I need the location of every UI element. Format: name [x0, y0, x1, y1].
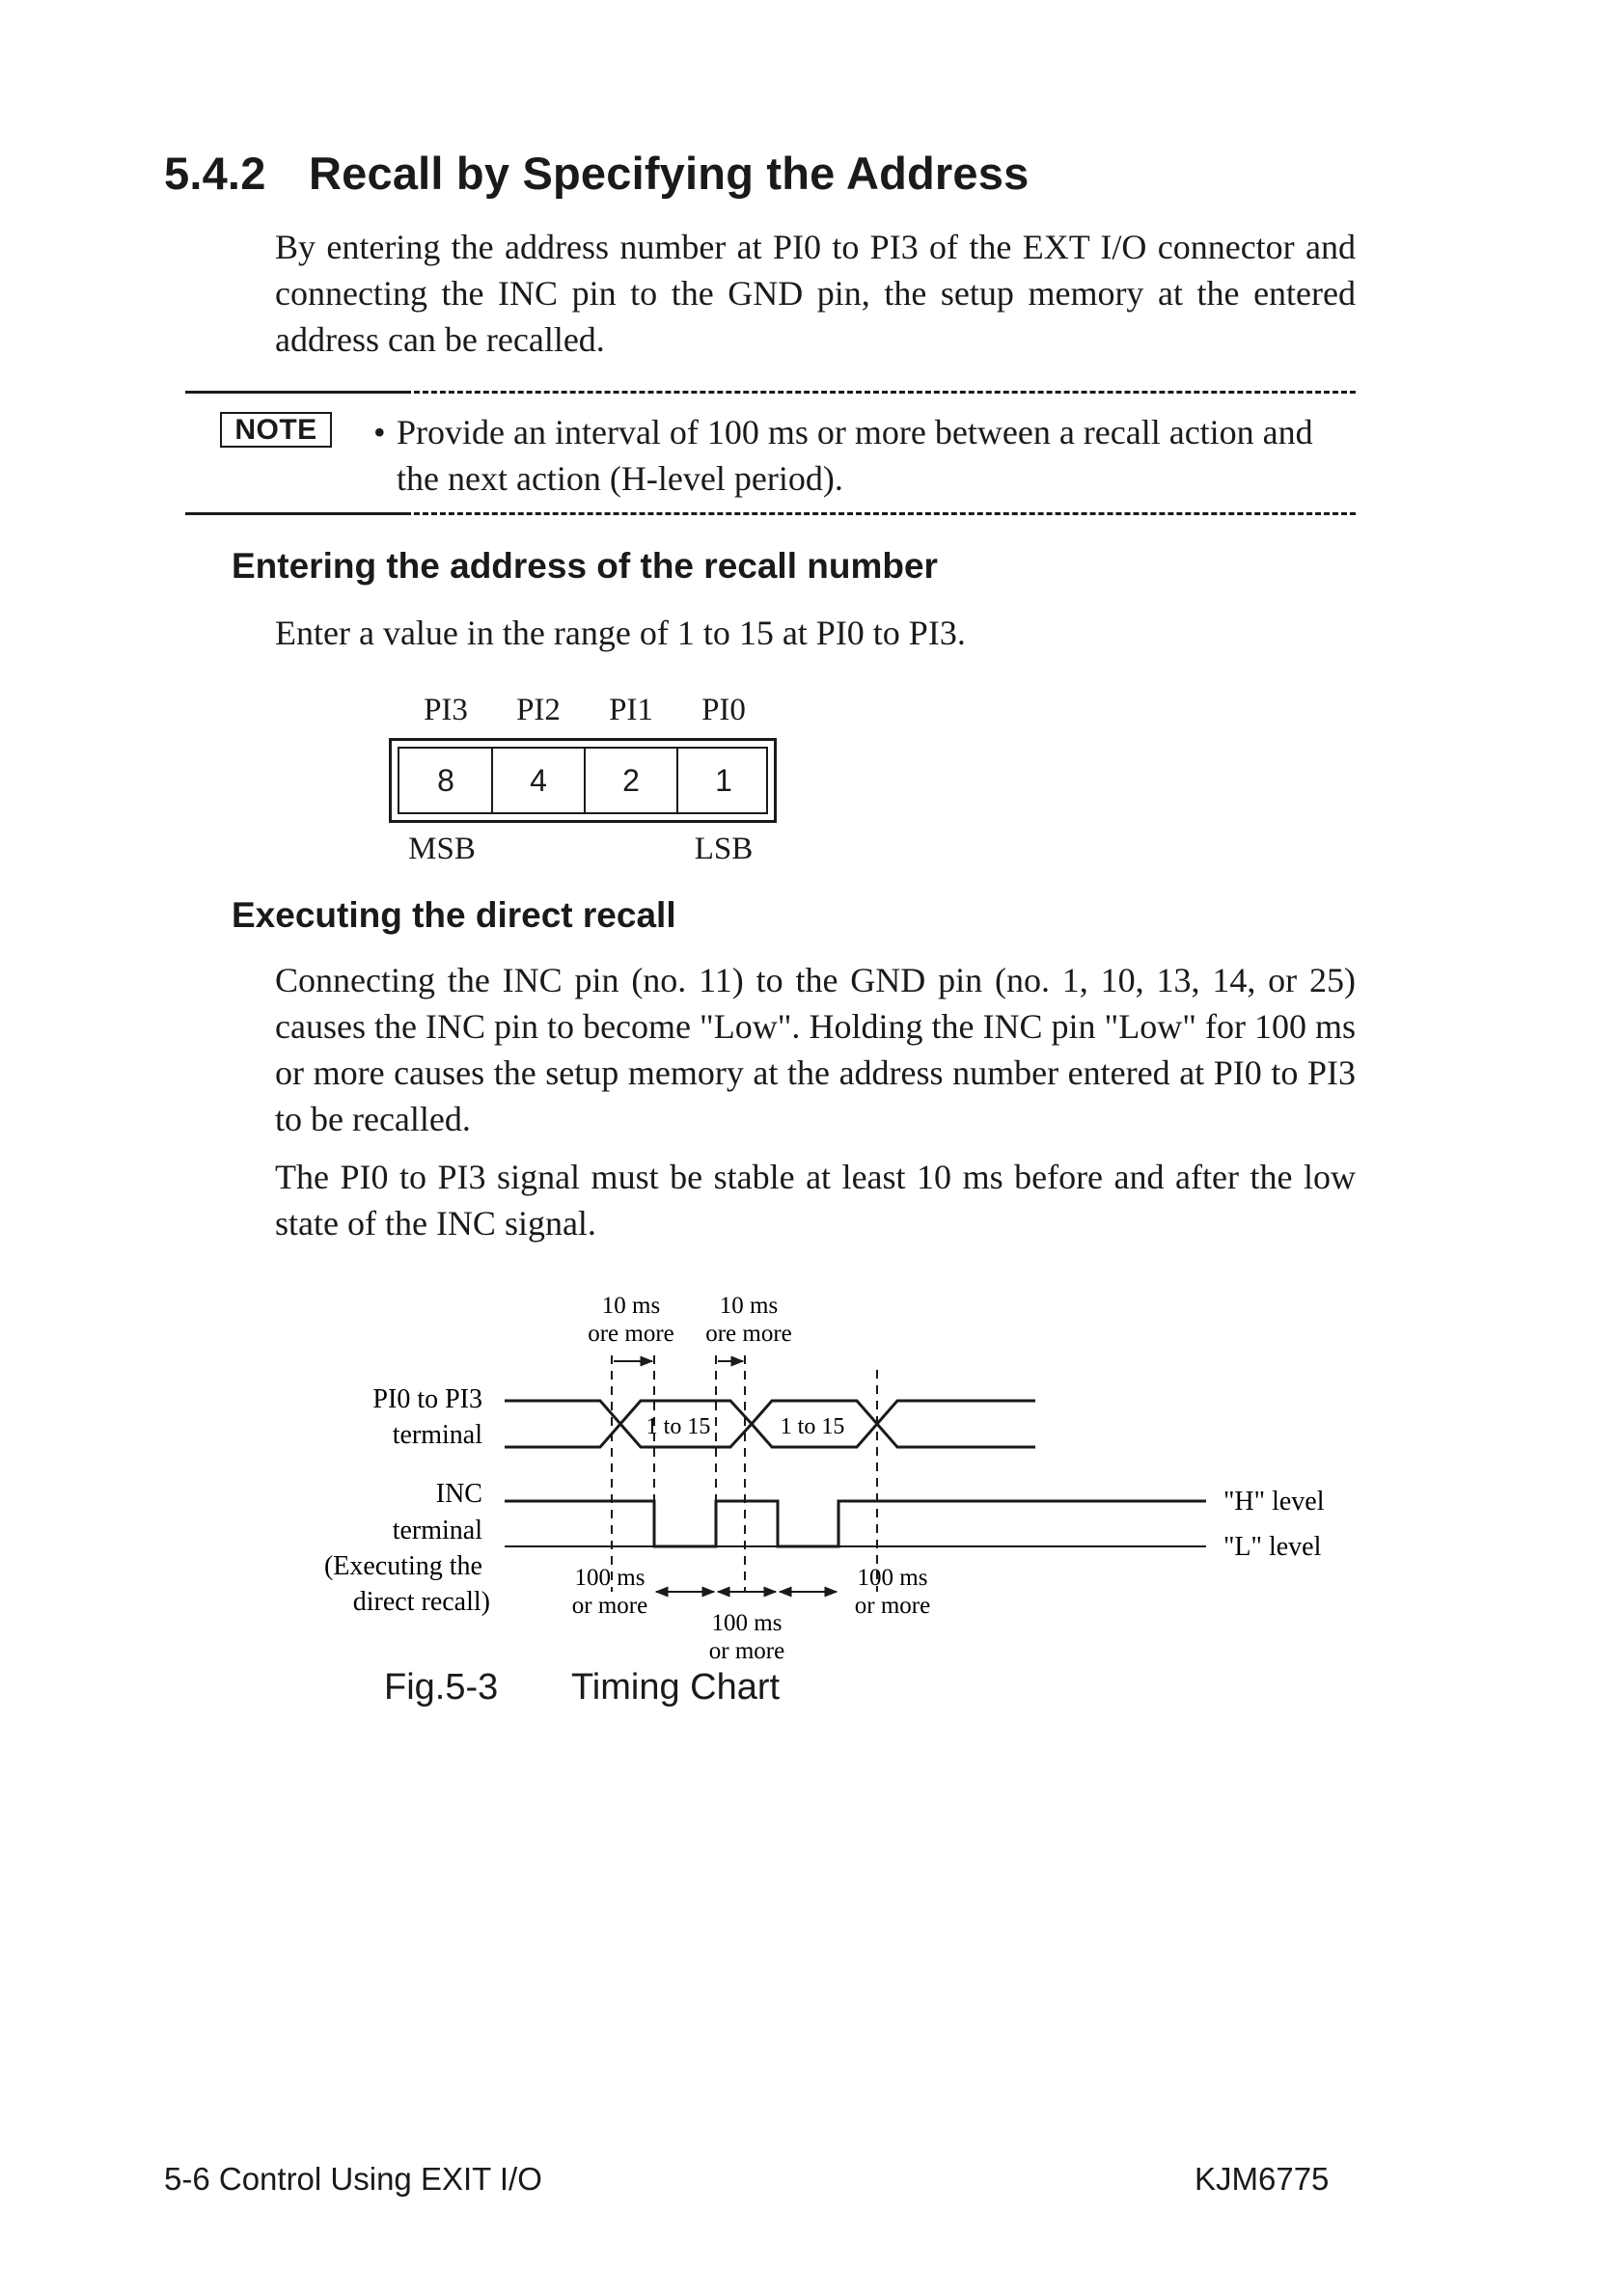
- inc-label-line4: direct recall): [352, 1587, 490, 1617]
- inc-label-line1: INC: [435, 1479, 482, 1509]
- pulse-time-3-line1: 100 ms: [857, 1565, 928, 1591]
- note-bullet: •: [373, 413, 386, 451]
- entering-text: Enter a value in the range of 1 to 15 at PI0 to PI3.: [275, 614, 966, 652]
- pulse-time-1-line1: 100 ms: [574, 1565, 646, 1591]
- pi-label-line2: terminal: [392, 1420, 482, 1450]
- pin-label: PI3: [424, 693, 468, 727]
- pi-bus-waveform: [505, 1401, 1035, 1447]
- lsb-label: LSB: [694, 832, 754, 866]
- inc-label-line3: (Executing the: [323, 1551, 482, 1581]
- bus-value-2: 1 to 15: [780, 1414, 845, 1439]
- pin-label: PI0: [701, 693, 746, 727]
- executing-heading: Executing the direct recall: [232, 895, 676, 935]
- entering-heading: Entering the address of the recall number: [232, 546, 938, 586]
- inc-waveform: [505, 1501, 1206, 1546]
- pulse-time-1-line2: or more: [571, 1593, 648, 1619]
- pi-label-line1: PI0 to PI3: [372, 1384, 482, 1414]
- section-title: Recall by Specifying the Address: [309, 148, 1030, 199]
- hold-time-line2: ore more: [705, 1321, 792, 1347]
- executing-paragraph-1: Connecting the INC pin (no. 11) to the GND pin (no. 1, 10, 13, 14, or 25) causes the INC pin to become "Low". Holding the INC pin "Low" for 100 ms or more causes the setup memory at the address number entered at PI0 to PI3 to be recalled.: [275, 961, 1356, 1138]
- figure-number: Fig.5-3: [384, 1667, 499, 1708]
- footer-section: 5-6 Control Using EXIT I/O: [164, 2161, 542, 2197]
- timing-guides: [612, 1355, 877, 1592]
- pulse-time-2-line1: 100 ms: [711, 1610, 783, 1636]
- pulse-time-3-line2: or more: [854, 1593, 931, 1619]
- executing-paragraph-2: The PI0 to PI3 signal must be stable at least 10 ms before and after the low state of the INC signal.: [275, 1158, 1356, 1243]
- pulse-time-2-line2: or more: [708, 1638, 785, 1664]
- setup-time-line1: 10 ms: [601, 1293, 661, 1319]
- bit-weight: 8: [437, 763, 454, 798]
- bit-weight: 2: [622, 763, 640, 798]
- figure-caption: Timing Chart: [571, 1667, 781, 1708]
- section-number: 5.4.2: [164, 148, 266, 199]
- high-level-label: "H" level: [1223, 1487, 1325, 1517]
- inc-label-line2: terminal: [392, 1516, 482, 1545]
- low-level-label: "L" level: [1223, 1532, 1322, 1562]
- footer-doc-code: KJM6775: [1195, 2161, 1330, 2197]
- note-text: Provide an interval of 100 ms or more between a recall action and the next action (H-level period).: [397, 413, 1313, 498]
- msb-label: MSB: [408, 832, 476, 866]
- bus-value-1: 1 to 15: [646, 1414, 711, 1439]
- bit-weight: 4: [530, 763, 547, 798]
- intro-paragraph: By entering the address number at PI0 to PI3 of the EXT I/O connector and connecting the INC pin to the GND pin, the setup memory at the entered address can be recalled.: [275, 228, 1356, 359]
- hold-time-line1: 10 ms: [719, 1293, 779, 1319]
- note-badge: NOTE: [220, 412, 332, 448]
- pin-label: PI2: [516, 693, 561, 727]
- pin-label: PI1: [609, 693, 653, 727]
- setup-time-line2: ore more: [588, 1321, 674, 1347]
- bit-weight: 1: [715, 763, 732, 798]
